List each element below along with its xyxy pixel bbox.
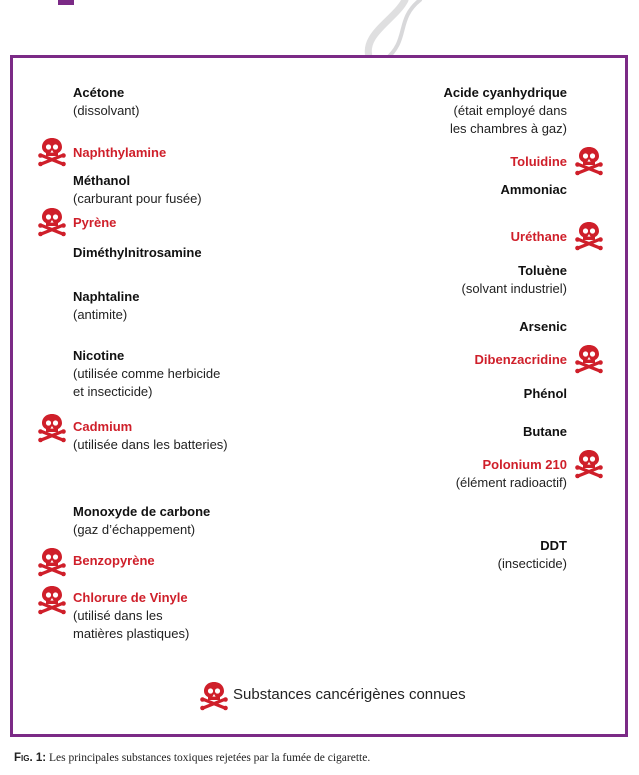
skull-crossbones-icon — [37, 136, 67, 168]
skull-crossbones-icon — [37, 412, 67, 444]
label-butane: Butane — [522, 424, 567, 439]
label-toluidine: Toluidine — [510, 154, 567, 169]
caption-label: Fig. 1: — [14, 752, 47, 764]
skull-crossbones-icon — [574, 220, 604, 252]
label-dibenzacridine: Dibenzacridine — [474, 352, 567, 367]
legend-skull-icon — [199, 680, 229, 712]
label-nicotine: Nicotine (utilisée comme herbicide et insecticide) — [73, 348, 221, 399]
label-naphthylamine: Naphthylamine — [73, 145, 167, 160]
label-cadmium: Cadmium (utilisée dans les batteries) — [73, 419, 228, 452]
label-chlorure: Chlorure de Vinyle (utilisé dans les matières plastiques) — [73, 590, 190, 641]
skull-crossbones-icon — [37, 206, 67, 238]
label-polonium: Polonium 210 (élément radioactif) — [455, 457, 567, 490]
skull-crossbones-icon — [574, 448, 604, 480]
label-methanol: Méthanol (carburant pour fusée) — [73, 173, 202, 206]
label-phenol: Phénol — [523, 386, 567, 401]
label-acetone: Acétone (dissolvant) — [73, 85, 140, 118]
legend-text: Substances cancérigènes connues — [233, 686, 466, 703]
skull-crossbones-icon — [37, 546, 67, 578]
label-ddt: DDT (insecticide) — [497, 538, 567, 571]
label-monoxyde: Monoxyde de carbone (gaz d’échappement) — [73, 504, 211, 537]
label-urethane: Uréthane — [510, 229, 567, 244]
label-toluene: Toluène (solvant industriel) — [461, 263, 567, 296]
skull-crossbones-icon — [574, 343, 604, 375]
label-naphtaline: Naphtaline (antimite) — [73, 289, 140, 322]
skull-crossbones-icon — [37, 584, 67, 616]
figure-caption — [14, 752, 370, 764]
label-benzopyrene: Benzopyrène — [73, 553, 155, 568]
skull-crossbones-icon — [574, 145, 604, 177]
label-arsenic: Arsenic — [519, 319, 567, 334]
label-pyrene: Pyrène — [73, 215, 117, 230]
label-dimethylnitrosamine: Diméthylnitrosamine — [73, 245, 202, 260]
label-ammoniac: Ammoniac — [500, 182, 567, 197]
caption-text: Les principales substances toxiques rejetées par la fumée de cigarette. — [48, 752, 371, 764]
label-cyanhydrique: Acide cyanhydrique (était employé dans les chambres à gaz) — [443, 85, 567, 136]
